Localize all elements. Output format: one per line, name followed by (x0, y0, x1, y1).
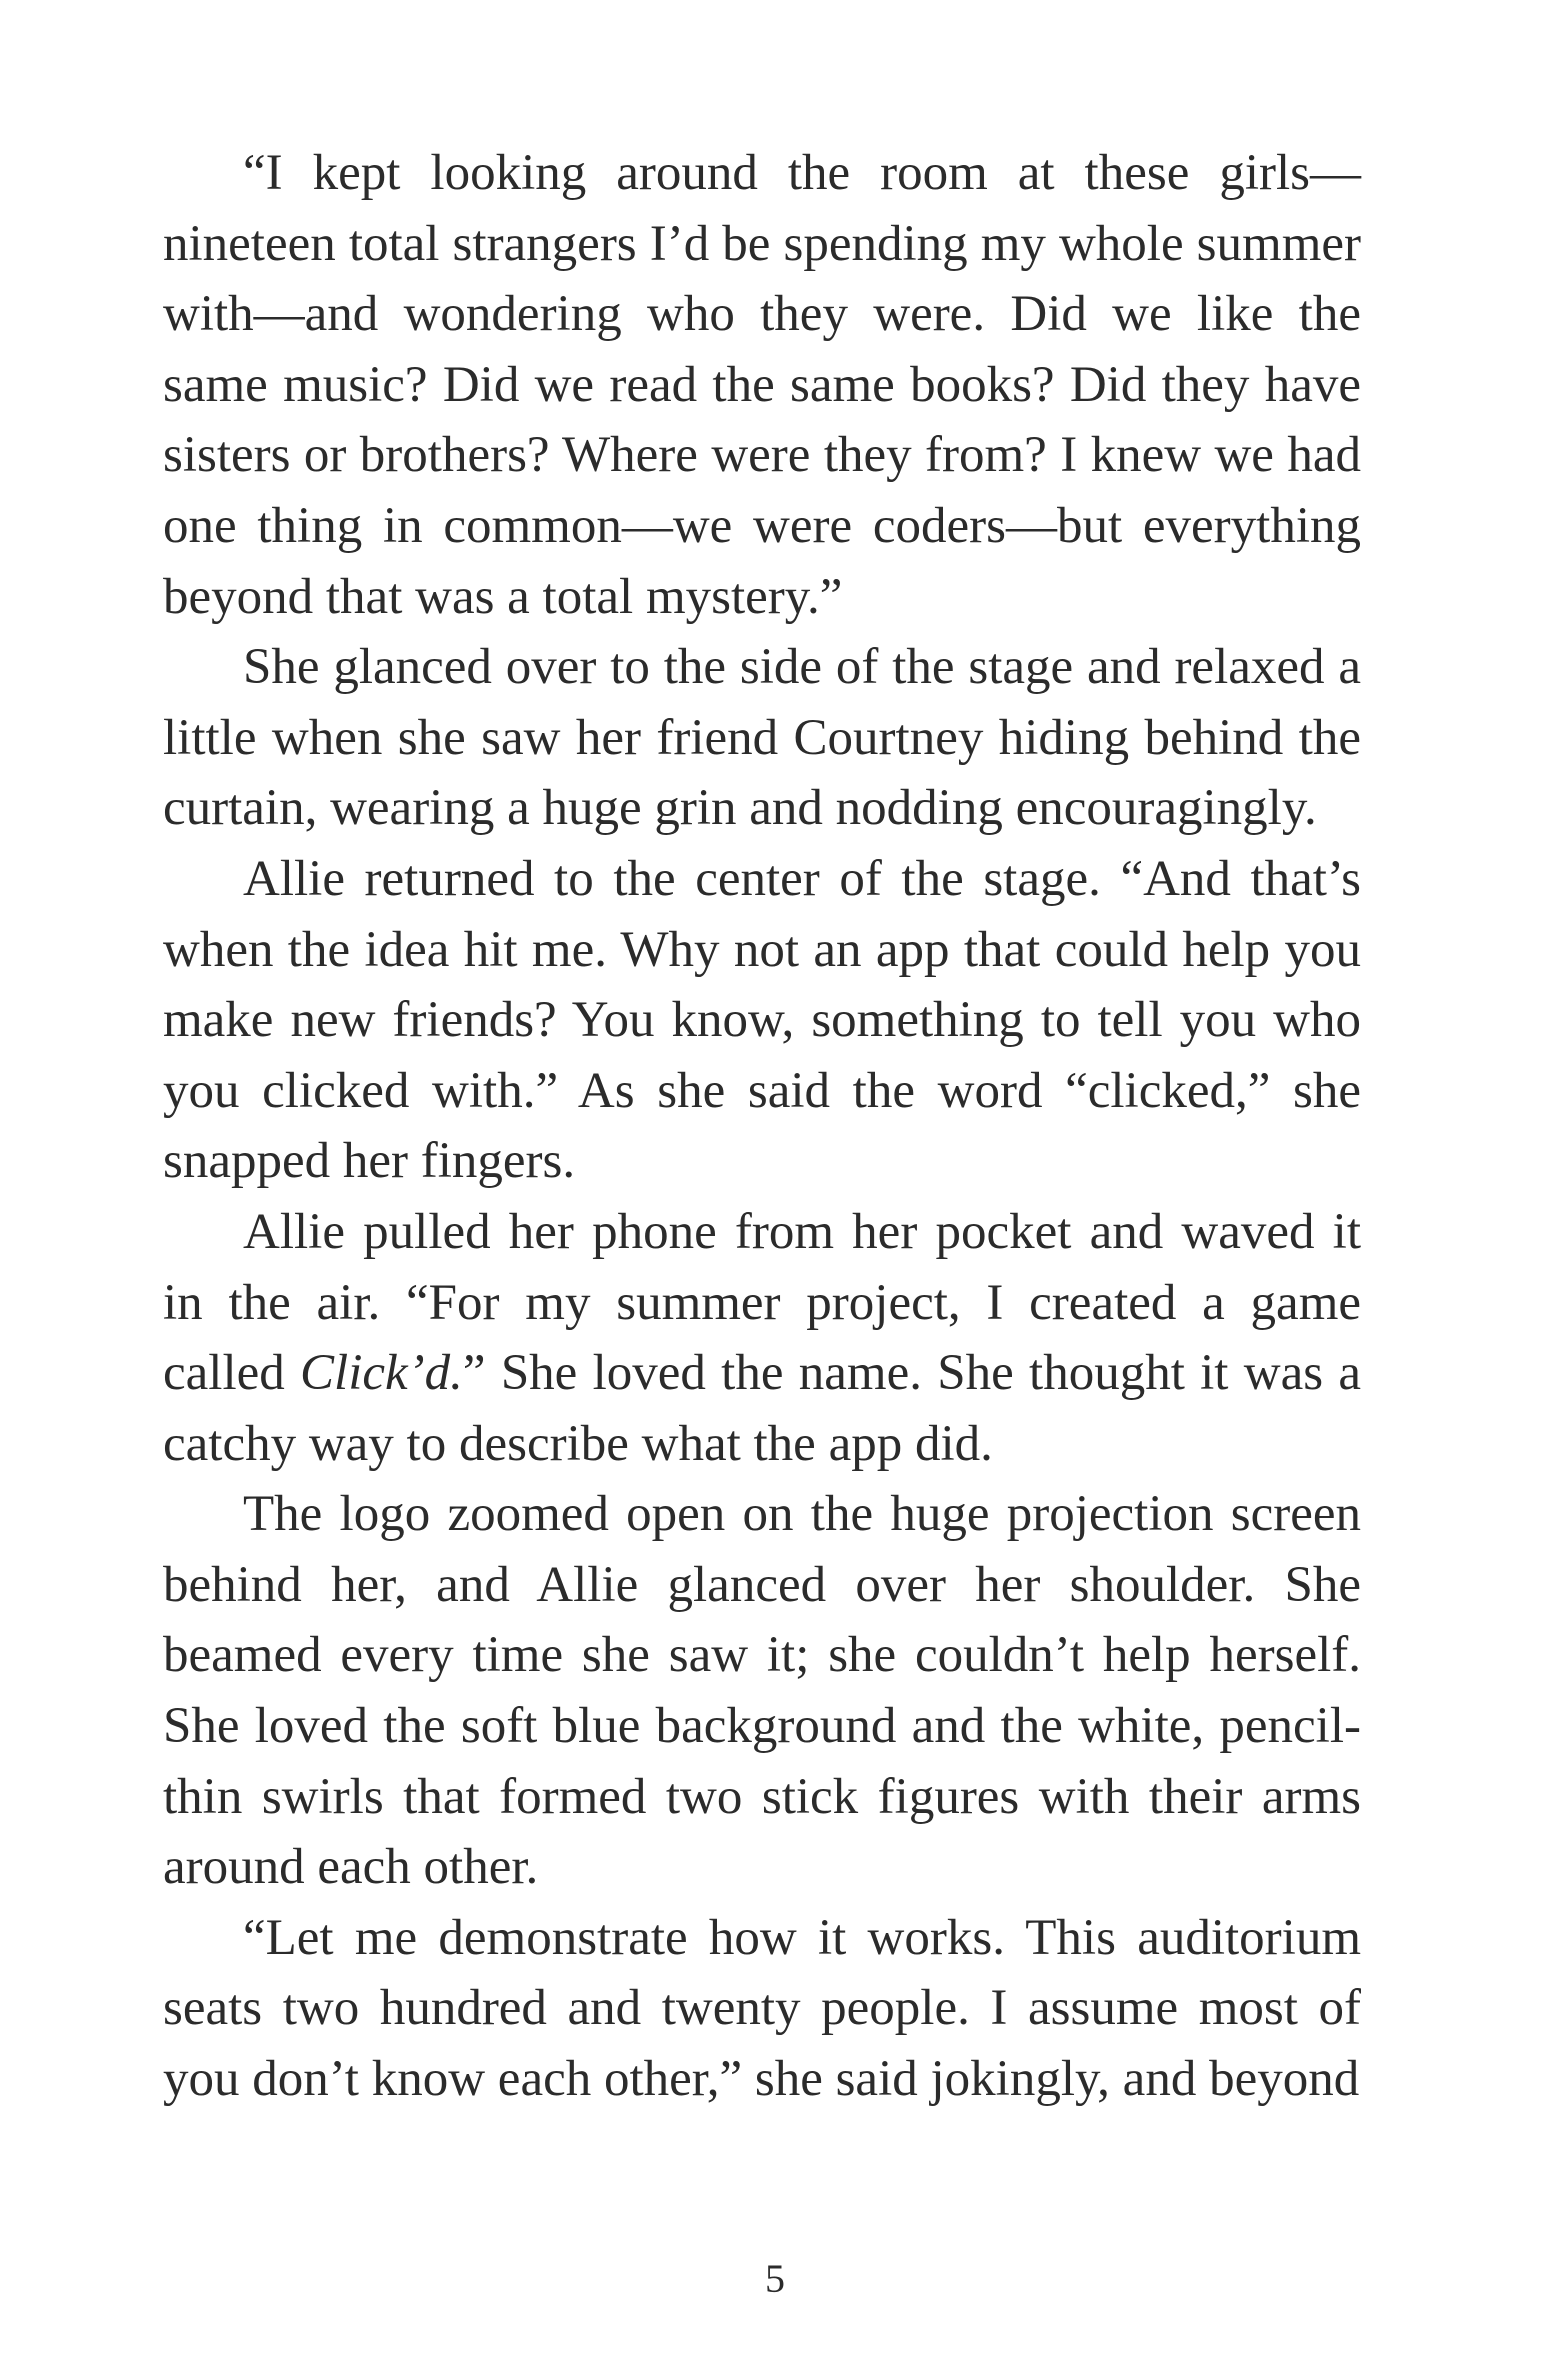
paragraph-1: “I kept looking around the room at these girls—nineteen total strangers I’d be spending my whole summer with—and wondering who they were. Did we like the same music? Did we read the same books? Did they have sisters or brothers? Where were they from? I knew we had one thing in common—we were coders—but everything beyond that was a total mystery.” (163, 145, 1361, 625)
page-body (163, 138, 1361, 2115)
app-title-italic: Click’d. (300, 1345, 463, 1402)
paragraph-4-tail: ” She loved the name. She thought it was a catchy way to describe what the app did. (163, 1345, 1361, 1472)
paragraph-4 (163, 1197, 1361, 1479)
paragraph-4-lead: Allie pulled her phone from her pocket and waved it in the air. “For my summer project, I created a game called (163, 1203, 1361, 1402)
paragraph-5: The logo zoomed open on the huge projection screen behind her, and Allie glanced over her shoulder. She beamed every time she saw it; she couldn’t help herself. She loved the soft blue background and the white, pencil-thin swirls that formed two stick figures with their arms around each other. (163, 1486, 1361, 1896)
paragraph-2: She glanced over to the side of the stage and relaxed a little when she saw her friend Courtney hiding behind the curtain, wearing a huge grin and nodding encouragingly. (163, 639, 1361, 837)
page-number: 5 (765, 2256, 785, 2301)
paragraph-3: Allie returned to the center of the stage. “And that’s when the idea hit me. Why not an app that could help you make new friends? You know, something to tell you who you clicked with.” As she said the word “clicked,” she snapped her fingers. (163, 850, 1361, 1190)
paragraph-6: “Let me demonstrate how it works. This auditorium seats two hundred and twenty people. I assume most of you don’t know each other,” she said jokingly, and beyond (163, 1909, 1361, 2108)
